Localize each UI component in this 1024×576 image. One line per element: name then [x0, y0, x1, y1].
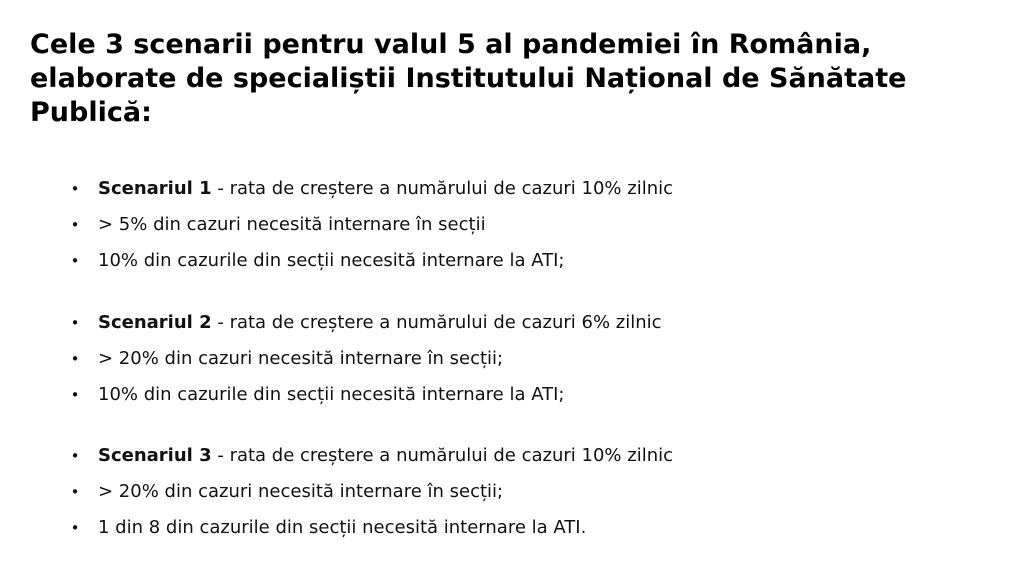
scenario-2-icu-text: 10% din cazurile din secții necesită internare la ATI; [98, 384, 565, 405]
scenario-2-list [70, 305, 662, 413]
scenario-2-ward-text: > 20% din cazuri necesită internare în secții; [98, 348, 504, 369]
scenario-3-list [70, 438, 673, 546]
scenario-1-ward-text: > 5% din cazuri necesită internare în secții [98, 214, 486, 235]
bullet-icon: • [70, 180, 80, 198]
scenario-1-growth-item [70, 171, 673, 207]
scenario-3-growth-item [70, 438, 673, 474]
bullet-icon: • [70, 252, 80, 270]
bullet-icon: • [70, 216, 80, 234]
scenario-1-icu-item [70, 243, 673, 279]
scenario-1-list [70, 171, 673, 279]
scenario-3-icu-item [70, 510, 673, 546]
bullet-icon: • [70, 483, 80, 501]
bullet-icon: • [70, 314, 80, 332]
bullet-icon: • [70, 350, 80, 368]
bullet-icon: • [70, 386, 80, 404]
scenario-3-ward-text: > 20% din cazuri necesită internare în secții; [98, 481, 504, 502]
scenario-2-growth-item [70, 305, 662, 341]
scenario-3-ward-item [70, 474, 673, 510]
scenario-3-growth-text: - rata de creștere a numărului de cazuri 10% zilnic [211, 445, 673, 466]
bullet-icon: • [70, 519, 80, 537]
scenario-2-growth-text: - rata de creștere a numărului de cazuri 6% zilnic [211, 312, 662, 333]
scenario-1-name: Scenariul 1 [98, 178, 212, 199]
scenario-2-icu-item [70, 377, 662, 413]
scenario-2-ward-item [70, 341, 662, 377]
bullet-icon: • [70, 447, 80, 465]
scenario-3-icu-text: 1 din 8 din cazurile din secții necesită internare la ATI. [98, 517, 587, 538]
scenario-1-icu-text: 10% din cazurile din secții necesită internare la ATI; [98, 250, 565, 271]
scenario-1-growth-text: - rata de creștere a numărului de cazuri 10% zilnic [211, 178, 673, 199]
scenario-2-name: Scenariul 2 [98, 312, 212, 333]
page-title: Cele 3 scenarii pentru valul 5 al pandemiei în România, elaborate de specialiștii Institutului Național de Sănătate Publică: [30, 29, 907, 128]
scenario-1-ward-item [70, 207, 673, 243]
scenario-3-name: Scenariul 3 [98, 445, 212, 466]
